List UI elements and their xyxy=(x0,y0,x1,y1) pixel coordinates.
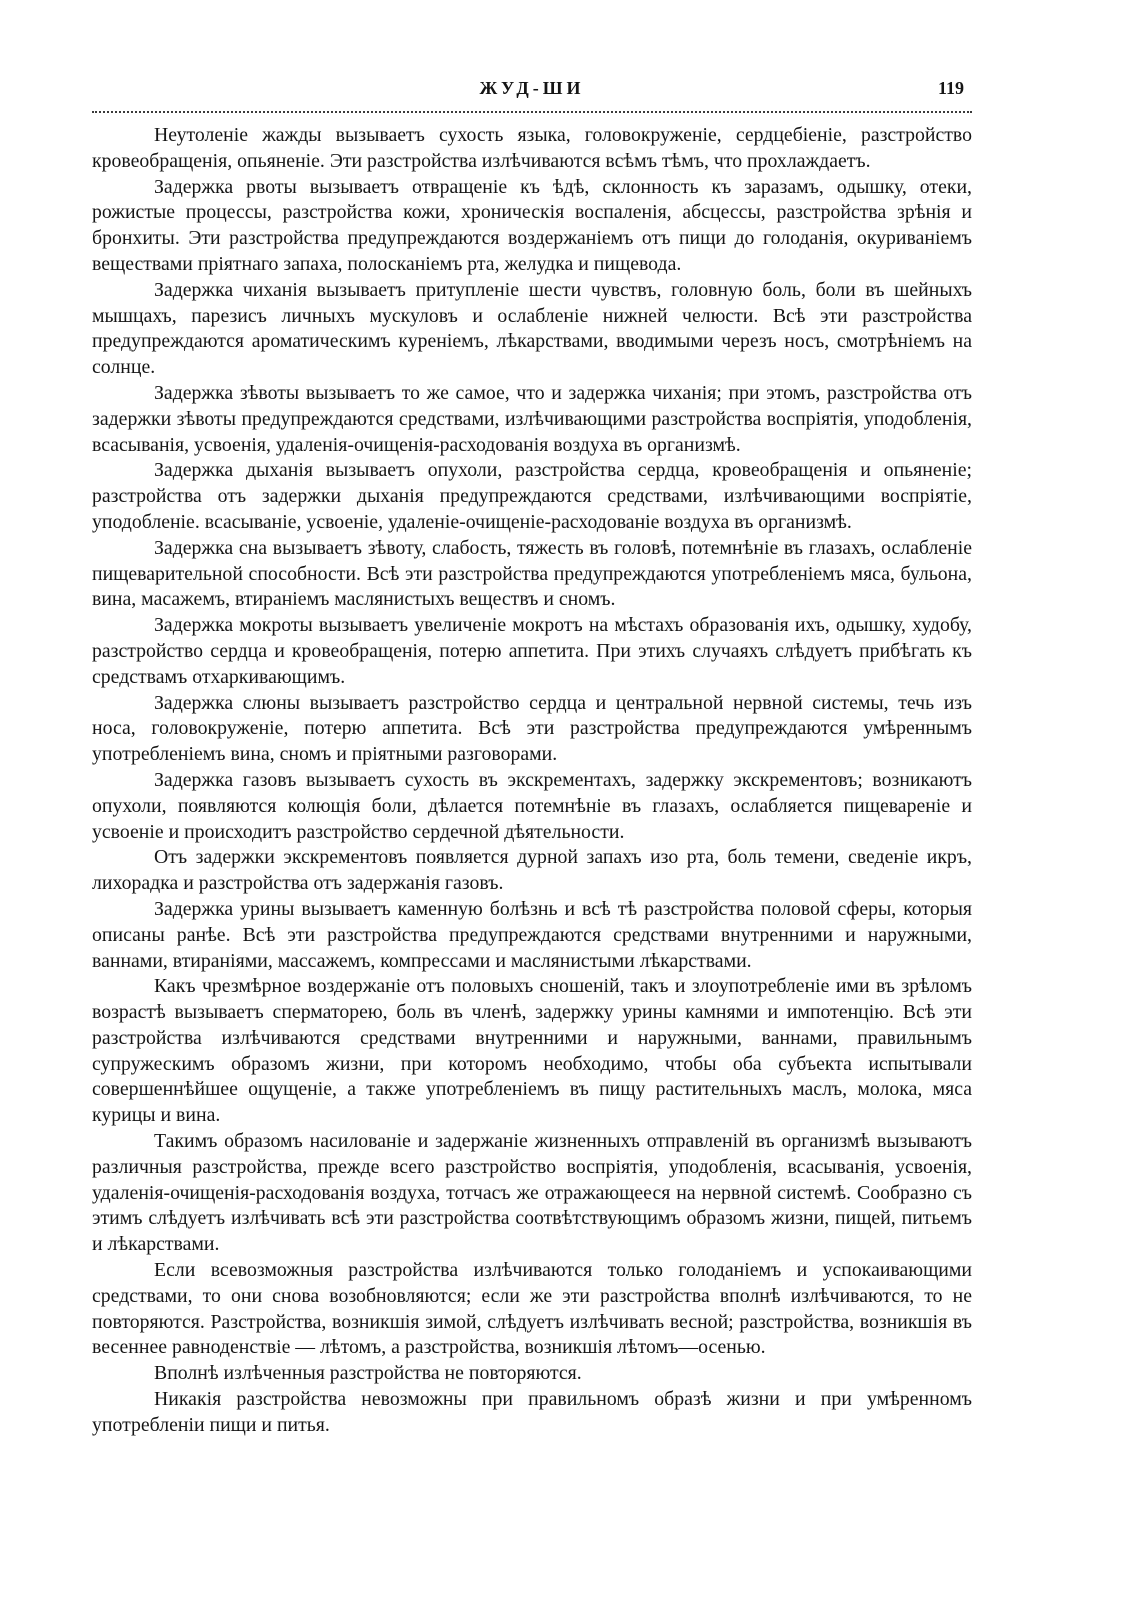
page-header xyxy=(92,78,972,107)
paragraph: Задержка слюны вызываетъ разстройство сердца и центральной нервной системы, течь изъ носа, головокруженіе, потерю аппетита. Всѣ эти разстройства предупреждаются умѣреннымъ употребленіемъ вина, сномъ и пріятными разговорами. xyxy=(92,691,972,766)
paragraph: Задержка дыханія вызываетъ опухоли, разстройства сердца, кровеобращенія и опьяненіе; разстройства отъ задержки дыханія предупреждаются средствами, излѣчивающими воспріятіе, уподобленіе. всасываніе, усвоеніе, удаленіе-очищеніе-расходованіе воздуха въ организмѣ. xyxy=(92,459,972,533)
paragraph: Какъ чрезмѣрное воздержаніе отъ половыхъ сношеній, такъ и злоупотребленіе ими въ зрѣломъ возрастѣ вызываетъ сперматорею, боль въ членѣ, задержку урины камнями и импотенцію. Всѣ эти разстройства излѣчиваются средствами внутренними и наружными, ваннами, правильнымъ супружескимъ образомъ жизни, при которомъ необходимо, чтобы оба субъекта испытывали совершеннѣйшее ощущеніе, а также употребленіемъ въ пищу растительныхъ маслъ, молока, мяса курицы и вина. xyxy=(92,975,972,1127)
paragraph: Такимъ образомъ насилованіе и задержаніе жизненныхъ отправленій въ организмѣ вызываютъ различныя разстройства, прежде всего разстройство воспріятія, уподобленія, всасыванія, усвоенія, удаленія-очищенія-расходованія воздуха, тотчасъ же отражающееся на нервной системѣ. Сообразно съ этимъ слѣдуетъ излѣчивать всѣ эти разстройства соотвѣтствующимъ образомъ жизни, пищей, питьемъ и лѣкарствами. xyxy=(92,1130,972,1256)
paragraph: Задержка газовъ вызываетъ сухость въ экскрементахъ, задержку экскрементовъ; возникаютъ опухоли, появляются колющія боли, дѣлается потемнѣніе въ глазахъ, ослабляется пищевареніе и усвоеніе и происходитъ разстройство сердечной дѣятельности. xyxy=(92,768,972,843)
paragraph: Никакія разстройства невозможны при правильномъ образѣ жизни и при умѣренномъ употребленіи пищи и питья. xyxy=(92,1388,972,1436)
body-text xyxy=(92,123,972,1439)
paragraph: Задержка мокроты вызываетъ увеличеніе мокротъ на мѣстахъ образованія ихъ, одышку, худобу, разстройство сердца и кровеобращенія, потерю аппетита. При этихъ случаяхъ слѣдуетъ прибѣгать къ средствамъ отхаркивающимъ. xyxy=(92,614,972,688)
paragraph: Отъ задержки экскрементовъ появляется дурной запахъ изо рта, боль темени, сведеніе икръ, лихорадка и разстройства отъ задержанія газовъ. xyxy=(92,846,972,895)
paragraph: Если всевозможныя разстройства излѣчиваются только голоданіемъ и успокаивающими средствами, то они снова возобновляются; если же эти разстройства вполнѣ излѣчиваются, то не повторяются. Разстройства, возникшія зимой, слѣдуетъ излѣчивать весной; разстройства, возникшія въ весеннее равноденствіе — лѣтомъ, а разстройства, возникшія лѣтомъ—осенью. xyxy=(92,1259,972,1359)
paragraph: Задержка сна вызываетъ зѣвоту, слабость, тяжесть въ головѣ, потемнѣніе въ глазахъ, ослабленіе пищеварительной способности. Всѣ эти разстройства предупреждаются употребленіемъ мяса, бульона, вина, масажемъ, втираніемъ маслянистыхъ веществъ и сномъ. xyxy=(92,536,972,611)
paragraph: Неутоленіе жажды вызываетъ сухость языка, головокруженіе, сердцебіеніе, разстройство кровеобращенія, опьяненіе. Эти разстройства излѣчиваются всѣмъ тѣмъ, что прохлаждаетъ. xyxy=(92,124,972,172)
paragraph: Задержка рвоты вызываетъ отвращеніе къ ѣдѣ, склонность къ заразамъ, одышку, отеки, рожистые процессы, разстройства кожи, хроническія воспаленія, абсцессы, разстройства зрѣнія и бронхиты. Эти разстройства предупреждаются воздержаніемъ отъ пищи до голоданія, окуриваніемъ веществами пріятнаго запаха, полосканіемъ рта, желудка и пищевода. xyxy=(92,175,972,275)
paragraph: Задержка урины вызываетъ каменную болѣзнь и всѣ тѣ разстройства половой сферы, которыя описаны ранѣе. Всѣ эти разстройства предупреждаются средствами внутренними и наружными, ваннами, втираніями, массажемъ, компрессами и маслянистыми лѣкарствами. xyxy=(92,897,972,972)
book-page xyxy=(92,78,972,1439)
page-number: 119 xyxy=(937,78,964,98)
running-title: ЖУД-ШИ xyxy=(479,78,585,98)
paragraph: Задержка зѣвоты вызываетъ то же самое, что и задержка чиханія; при этомъ, разстройства отъ задержки зѣвоты предупреждаются средствами, излѣчивающими разстройства воспріятія, уподобленія, всасыванія, усвоенія, удаленія-очищенія-расходованія воздуха въ организмѣ. xyxy=(92,381,972,456)
header-rule xyxy=(92,107,972,113)
paragraph: Задержка чиханія вызываетъ притупленіе шести чувствъ, головную боль, боли въ шейныхъ мышцахъ, парезисъ личныхъ мускуловъ и ослабленіе нижней челюсти. Всѣ эти разстройства предупреждаются ароматическимъ куреніемъ, лѣкарствами, вводимыми черезъ носъ, смотрѣніемъ на солнце. xyxy=(92,278,972,379)
paragraph: Вполнѣ излѣченныя разстройства не повторяются. xyxy=(154,1362,582,1385)
